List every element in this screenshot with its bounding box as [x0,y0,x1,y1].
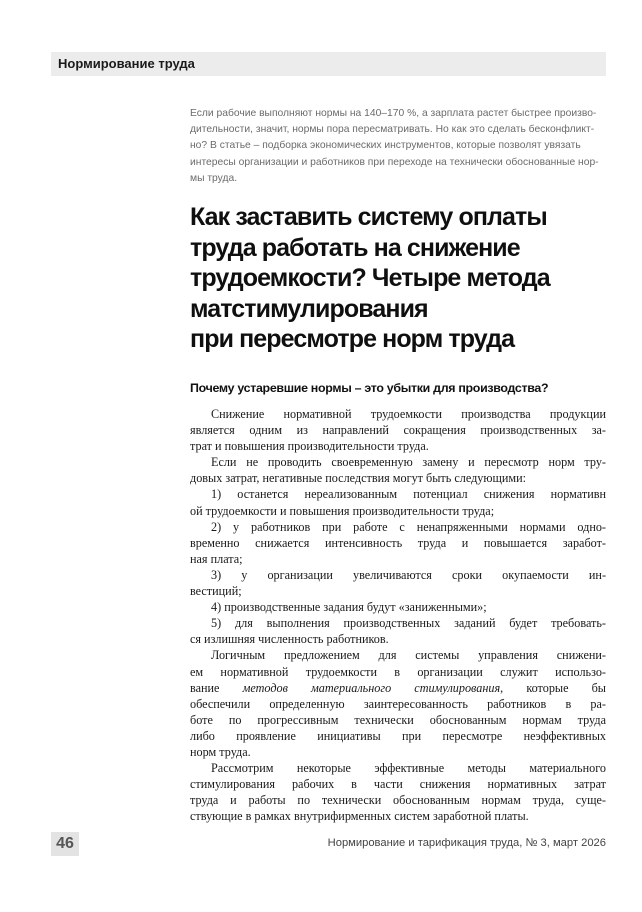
list-item [190,567,606,599]
body-line: ой трудоемкости и повышения производительности труда; [190,503,495,518]
lead-line: интересы организации и работников при переходе на технически обоснованные нор- [190,156,599,168]
paragraph [190,647,606,760]
body-text: вание [190,680,243,695]
lead-line: дительности, значит, нормы пора пересматривать. Но как это сделать бесконфликт- [190,124,595,136]
title-line: при пересмотре норм труда [190,325,515,353]
page-number: 46 [56,835,74,852]
journal-footer: Нормирование и тарификация труда, № 3, март 2026 [327,837,606,849]
body-line: 3) у организации увеличиваются сроки окупаемости ин- [211,567,606,582]
paragraph [190,406,606,454]
body-line: временно снижается интенсивность труда и повышается заработ- [190,535,606,550]
emphasis-text: методов материального стимулирования [242,680,501,695]
body-line: ся излишняя численность работников. [190,632,389,647]
article-title [190,202,606,355]
section-subheading: Почему устаревшие нормы – это убытки для производства? [190,381,549,395]
page-number-box [51,832,79,856]
title-line: трудоемкости? Четыре метода [190,264,550,292]
body-line: ем нормативной трудоемкости в организации служит использо- [190,664,606,679]
lead-line: но? В статье – подборка экономических инструментов, которые позволят увязать [190,140,581,152]
body-line: ная плата; [190,551,243,566]
list-item [190,519,606,567]
article-body [190,406,606,824]
list-item [190,486,606,518]
body-line: вестиций; [190,584,242,599]
title-line: Как заставить систему оплаты [190,203,547,231]
article-lead [190,106,606,187]
title-line: труда работать на снижение [190,233,520,262]
body-line: боте по прогрессивным технически обоснованным нормам труда [190,712,606,727]
body-line: 2) у работников при работе с ненапряженными нормами одно- [211,519,606,534]
section-header-bar [51,52,606,76]
section-title: Нормирование труда [58,56,195,71]
body-line: обеспечили определенную заинтересованность работников в ра- [190,696,606,711]
body-line: стимулирования рабочих в части снижения нормативных затрат [190,777,606,792]
lead-line: мы труда. [190,172,238,184]
list-item [190,599,606,615]
body-line: Рассмотрим некоторые эффективные методы материального [211,761,606,776]
body-line: Логичным предложением для системы управления снижени- [211,648,606,663]
body-line: довых затрат, негативные последствия могут быть следующими: [190,471,527,486]
body-line: либо проявление инициативы при пересмотре неэффективных [190,728,606,743]
title-line: матстимулирования [190,294,428,323]
body-line: является одним из направлений сокращения производственных за- [190,423,606,438]
body-line-mixed [190,680,606,696]
body-text: , которые бы [500,680,606,695]
body-line: труда и работы по технически обоснованным нормам труда, суще- [190,793,606,808]
body-line: норм труда. [190,744,251,759]
lead-line: Если рабочие выполняют нормы на 140–170 %, а зарплата растет быстрее произво- [190,108,597,119]
body-line: Если не проводить своевременную замену и пересмотр норм тру- [211,455,606,470]
body-line: трат и повышения производительности труда. [190,439,429,454]
body-line: Снижение нормативной трудоемкости производства продукции [211,407,606,421]
list-item [190,615,606,647]
paragraph [190,454,606,486]
body-line: ствующие в рамках внутрифирменных систем заработной платы. [190,809,529,824]
body-line: 5) для выполнения производственных заданий будет требовать- [211,616,606,631]
body-line: 1) останется нереализованным потенциал снижения нормативн [211,487,606,502]
body-line: 4) производственные задания будут «заниженными»; [211,600,487,615]
paragraph [190,760,606,824]
